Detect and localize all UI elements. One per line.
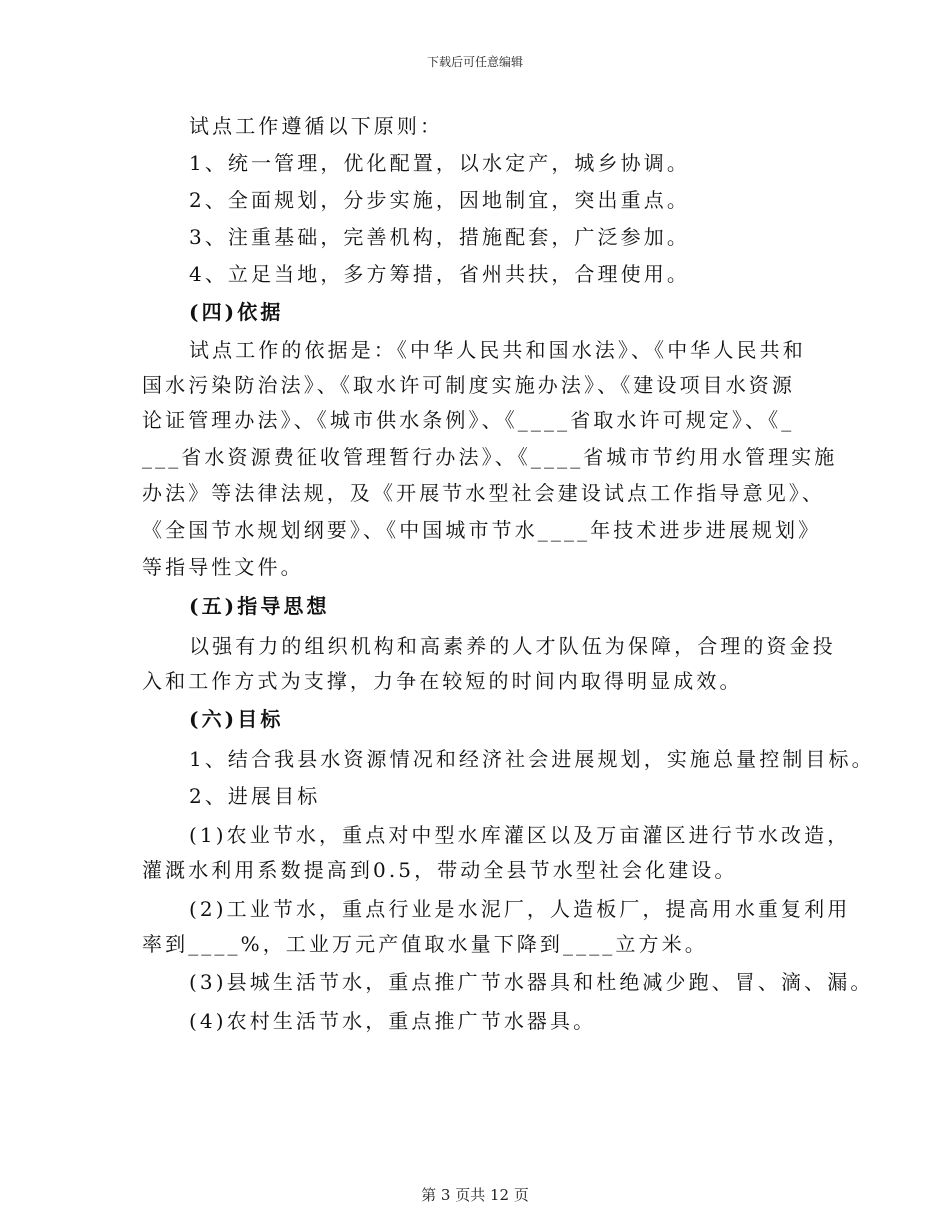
text-line: 2、进展目标 [189, 784, 321, 808]
text-line: 以强有力的组织机构和高素养的人才队伍为保障，合理的资金投 [189, 634, 836, 658]
text-line: 国水污染防治法》、《取水许可制度实施办法》、《建设项目水资源 [142, 373, 795, 397]
text-line: 入和工作方式为支撑，力争在较短的时间内取得明显成效。 [142, 669, 743, 693]
text-line: 4、立足当地，多方筹措，省州共扶，合理使用。 [189, 262, 690, 286]
text-line: (1)农业节水，重点对中型水库灌区以及万亩灌区进行节水改造， [189, 823, 851, 847]
section-heading: (五)指导思想 [189, 594, 330, 618]
text-line: 3、注重基础，完善机构，措施配套，广泛参加。 [189, 225, 690, 249]
text-line: (4)农村生活节水，重点推广节水器具。 [189, 1009, 597, 1033]
text-line: 办法》等法律法规，及《开展节水型社会建设试点工作指导意见》、 [142, 481, 825, 505]
text-line: 1、统一管理，优化配置，以水定产，城乡协调。 [189, 151, 690, 175]
text-line: 等指导性文件。 [142, 555, 304, 579]
text-line: (3)县城生活节水，重点推广节水器具和杜绝减少跑、冒、滴、漏。 [189, 970, 874, 994]
text-line: 试点工作遵循以下原则： [189, 114, 444, 138]
section-heading: (六)目标 [189, 707, 284, 731]
text-line: ___省水资源费征收管理暂行办法》、《____省城市节约用水管理实施 [142, 445, 838, 469]
text-line: 试点工作的依据是：《中华人民共和国水法》、《中华人民共和 [189, 338, 806, 362]
text-line: 论证管理办法》、《城市供水条例》、《____省取水许可规定》、《_ [142, 408, 795, 432]
text-line: (2)工业节水，重点行业是水泥厂，人造板厂，提高用水重复利用 [189, 897, 851, 921]
text-line: 灌溉水利用系数提高到0.5，带动全县节水型社会化建设。 [142, 858, 738, 882]
text-line: 《全国节水规划纲要》、《中国城市节水____年技术进步进展规划》 [142, 518, 822, 542]
page-header: 下载后可任意编辑 [426, 55, 523, 69]
section-heading: (四)依据 [189, 300, 284, 324]
page-footer: 第 3 页共 12 页 [421, 1186, 529, 1204]
text-line: 2、全面规划，分步实施，因地制宜，突出重点。 [189, 188, 690, 212]
text-line: 率到____%，工业万元产值取水量下降到____立方米。 [142, 932, 708, 956]
text-line: 1、结合我县水资源情况和经济社会进展规划，实施总量控制目标。 [189, 747, 875, 771]
